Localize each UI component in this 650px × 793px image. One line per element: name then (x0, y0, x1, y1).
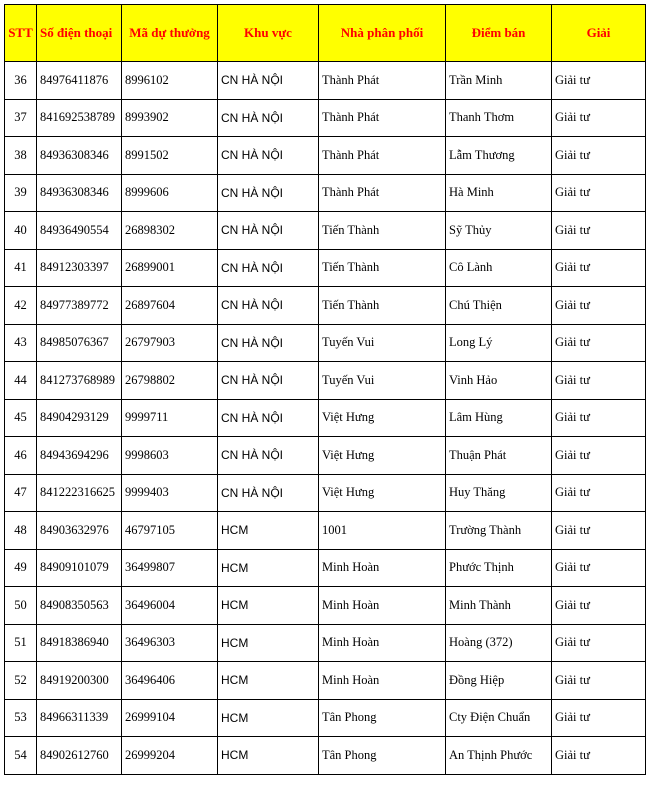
prize-code-cell: 9999403 (122, 474, 218, 512)
region-cell: CN HÀ NỘI (218, 174, 319, 212)
sales-point-cell: Lâm Hùng (446, 399, 552, 437)
sales-point-cell: Trường Thành (446, 512, 552, 550)
stt-cell: 48 (5, 512, 37, 550)
sales-point-cell: Hoàng (372) (446, 624, 552, 662)
stt-cell: 51 (5, 624, 37, 662)
header-region: Khu vực (218, 5, 319, 62)
distributor-cell: Thành Phát (319, 137, 446, 175)
prize-code-cell: 36496406 (122, 662, 218, 700)
distributor-cell: Việt Hưng (319, 399, 446, 437)
table-row (5, 699, 646, 737)
distributor-cell: Minh Hoàn (319, 587, 446, 625)
phone-cell: 84966311339 (37, 699, 122, 737)
prize-code-cell: 26797903 (122, 324, 218, 362)
phone-cell: 84918386940 (37, 624, 122, 662)
sales-point-cell: An Thịnh Phước (446, 737, 552, 775)
table-row (5, 549, 646, 587)
distributor-cell: Thành Phát (319, 99, 446, 137)
table-row (5, 362, 646, 400)
prize-winners-sheet (4, 4, 645, 775)
prize-cell: Giải tư (552, 62, 646, 100)
region-cell: HCM (218, 624, 319, 662)
phone-cell: 84977389772 (37, 287, 122, 325)
table-row (5, 287, 646, 325)
table-row (5, 324, 646, 362)
sales-point-cell: Thanh Thơm (446, 99, 552, 137)
distributor-cell: Việt Hưng (319, 437, 446, 475)
prize-code-cell: 26999104 (122, 699, 218, 737)
region-cell: CN HÀ NỘI (218, 437, 319, 475)
phone-cell: 84908350563 (37, 587, 122, 625)
sales-point-cell: Đồng Hiệp (446, 662, 552, 700)
prize-cell: Giải tư (552, 549, 646, 587)
prize-cell: Giải tư (552, 174, 646, 212)
distributor-cell: Tuyến Vui (319, 324, 446, 362)
distributor-cell: Tiến Thành (319, 249, 446, 287)
stt-cell: 36 (5, 62, 37, 100)
table-row (5, 249, 646, 287)
header-row (5, 5, 646, 62)
phone-cell: 841222316625 (37, 474, 122, 512)
prize-cell: Giải tư (552, 287, 646, 325)
prize-code-cell: 8999606 (122, 174, 218, 212)
phone-cell: 84912303397 (37, 249, 122, 287)
region-cell: HCM (218, 737, 319, 775)
region-cell: CN HÀ NỘI (218, 62, 319, 100)
prize-cell: Giải tư (552, 212, 646, 250)
prize-winners-table (4, 4, 646, 775)
prize-code-cell: 9998603 (122, 437, 218, 475)
table-row (5, 99, 646, 137)
distributor-cell: Minh Hoàn (319, 624, 446, 662)
prize-cell: Giải tư (552, 699, 646, 737)
prize-code-cell: 8996102 (122, 62, 218, 100)
prize-cell: Giải tư (552, 362, 646, 400)
prize-code-cell: 8993902 (122, 99, 218, 137)
table-row (5, 62, 646, 100)
stt-cell: 43 (5, 324, 37, 362)
distributor-cell: Tuyến Vui (319, 362, 446, 400)
phone-cell: 84936308346 (37, 137, 122, 175)
sales-point-cell: Sỹ Thủy (446, 212, 552, 250)
stt-cell: 50 (5, 587, 37, 625)
stt-cell: 41 (5, 249, 37, 287)
header-prize: Giải (552, 5, 646, 62)
prize-code-cell: 36496303 (122, 624, 218, 662)
header-stt: STT (5, 5, 37, 62)
phone-cell: 84936308346 (37, 174, 122, 212)
prize-cell: Giải tư (552, 662, 646, 700)
distributor-cell: Minh Hoàn (319, 662, 446, 700)
sales-point-cell: Cô Lành (446, 249, 552, 287)
prize-code-cell: 26899001 (122, 249, 218, 287)
phone-cell: 84919200300 (37, 662, 122, 700)
region-cell: HCM (218, 662, 319, 700)
sales-point-cell: Huy Thăng (446, 474, 552, 512)
prize-code-cell: 9999711 (122, 399, 218, 437)
region-cell: CN HÀ NỘI (218, 474, 319, 512)
table-row (5, 737, 646, 775)
prize-code-cell: 26999204 (122, 737, 218, 775)
prize-cell: Giải tư (552, 137, 646, 175)
distributor-cell: Tiến Thành (319, 287, 446, 325)
region-cell: CN HÀ NỘI (218, 362, 319, 400)
header-distributor: Nhà phân phối (319, 5, 446, 62)
header-prize-code: Mã dự thưởng (122, 5, 218, 62)
stt-cell: 52 (5, 662, 37, 700)
table-row (5, 624, 646, 662)
distributor-cell: 1001 (319, 512, 446, 550)
sales-point-cell: Long Lý (446, 324, 552, 362)
region-cell: CN HÀ NỘI (218, 99, 319, 137)
sales-point-cell: Minh Thành (446, 587, 552, 625)
stt-cell: 47 (5, 474, 37, 512)
prize-cell: Giải tư (552, 512, 646, 550)
region-cell: CN HÀ NỘI (218, 137, 319, 175)
prize-code-cell: 8991502 (122, 137, 218, 175)
phone-cell: 841273768989 (37, 362, 122, 400)
table-row (5, 437, 646, 475)
prize-code-cell: 26897604 (122, 287, 218, 325)
header-phone: Số điện thoại (37, 5, 122, 62)
sales-point-cell: Trần Minh (446, 62, 552, 100)
prize-cell: Giải tư (552, 437, 646, 475)
stt-cell: 54 (5, 737, 37, 775)
sales-point-cell: Vinh Hảo (446, 362, 552, 400)
phone-cell: 84904293129 (37, 399, 122, 437)
phone-cell: 84985076367 (37, 324, 122, 362)
region-cell: CN HÀ NỘI (218, 212, 319, 250)
region-cell: HCM (218, 549, 319, 587)
phone-cell: 841692538789 (37, 99, 122, 137)
prize-cell: Giải tư (552, 474, 646, 512)
table-row (5, 474, 646, 512)
table-row (5, 212, 646, 250)
prize-cell: Giải tư (552, 399, 646, 437)
distributor-cell: Tân Phong (319, 699, 446, 737)
stt-cell: 49 (5, 549, 37, 587)
prize-cell: Giải tư (552, 99, 646, 137)
phone-cell: 84902612760 (37, 737, 122, 775)
stt-cell: 44 (5, 362, 37, 400)
prize-code-cell: 26898302 (122, 212, 218, 250)
region-cell: CN HÀ NỘI (218, 249, 319, 287)
table-row (5, 399, 646, 437)
distributor-cell: Tân Phong (319, 737, 446, 775)
sales-point-cell: Chú Thiện (446, 287, 552, 325)
table-row (5, 137, 646, 175)
phone-cell: 84976411876 (37, 62, 122, 100)
table-row (5, 512, 646, 550)
region-cell: HCM (218, 587, 319, 625)
header-sales-point: Điểm bán (446, 5, 552, 62)
distributor-cell: Thành Phát (319, 62, 446, 100)
sales-point-cell: Thuận Phát (446, 437, 552, 475)
stt-cell: 42 (5, 287, 37, 325)
stt-cell: 46 (5, 437, 37, 475)
distributor-cell: Minh Hoàn (319, 549, 446, 587)
phone-cell: 84943694296 (37, 437, 122, 475)
table-body (5, 62, 646, 775)
sales-point-cell: Lẫm Thương (446, 137, 552, 175)
prize-code-cell: 26798802 (122, 362, 218, 400)
region-cell: CN HÀ NỘI (218, 287, 319, 325)
region-cell: CN HÀ NỘI (218, 399, 319, 437)
distributor-cell: Tiến Thành (319, 212, 446, 250)
prize-cell: Giải tư (552, 587, 646, 625)
prize-code-cell: 36496004 (122, 587, 218, 625)
sales-point-cell: Cty Điện Chuẩn (446, 699, 552, 737)
region-cell: HCM (218, 512, 319, 550)
table-row (5, 662, 646, 700)
stt-cell: 38 (5, 137, 37, 175)
stt-cell: 39 (5, 174, 37, 212)
table-row (5, 587, 646, 625)
stt-cell: 40 (5, 212, 37, 250)
sales-point-cell: Phước Thịnh (446, 549, 552, 587)
phone-cell: 84909101079 (37, 549, 122, 587)
phone-cell: 84903632976 (37, 512, 122, 550)
stt-cell: 53 (5, 699, 37, 737)
prize-code-cell: 36499807 (122, 549, 218, 587)
prize-cell: Giải tư (552, 624, 646, 662)
table-row (5, 174, 646, 212)
distributor-cell: Thành Phát (319, 174, 446, 212)
sales-point-cell: Hà Minh (446, 174, 552, 212)
distributor-cell: Việt Hưng (319, 474, 446, 512)
stt-cell: 45 (5, 399, 37, 437)
prize-code-cell: 46797105 (122, 512, 218, 550)
region-cell: CN HÀ NỘI (218, 324, 319, 362)
phone-cell: 84936490554 (37, 212, 122, 250)
prize-cell: Giải tư (552, 249, 646, 287)
region-cell: HCM (218, 699, 319, 737)
prize-cell: Giải tư (552, 737, 646, 775)
prize-cell: Giải tư (552, 324, 646, 362)
stt-cell: 37 (5, 99, 37, 137)
